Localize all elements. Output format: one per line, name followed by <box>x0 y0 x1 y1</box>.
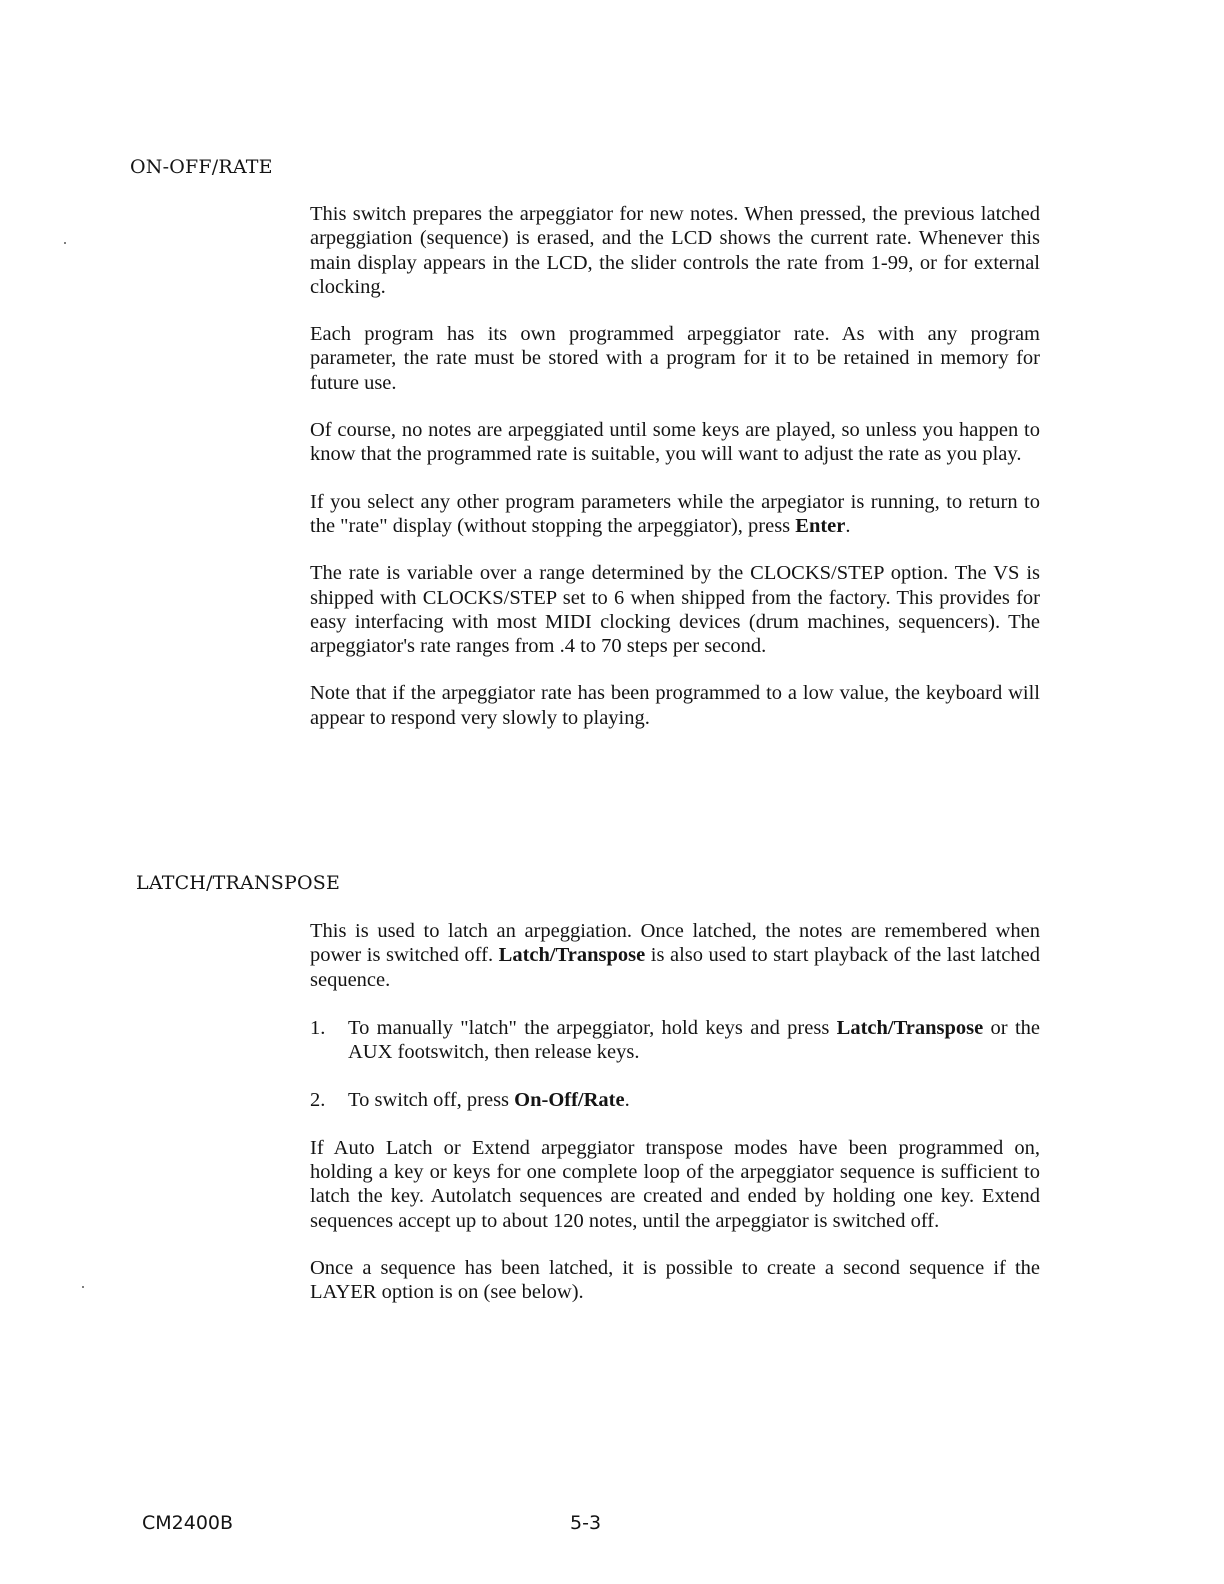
list-number: 1. <box>310 1016 326 1039</box>
scan-speck <box>64 242 66 244</box>
section-heading-latch-transpose: LATCH/TRANSPOSE <box>136 872 341 894</box>
section-heading-on-off-rate: ON-OFF/RATE <box>130 156 273 178</box>
enter-key-reference: Enter <box>795 514 846 537</box>
section-body-on-off-rate <box>310 202 1040 730</box>
latch-transpose-reference: Latch/Transpose <box>836 1016 984 1039</box>
paragraph-text: If you select any other program parameters while the arpegiator is running, to return to the "rate" display (without stopping the arpeggiator), press <box>310 490 1040 537</box>
paragraph: If Auto Latch or Extend arpeggiator transpose modes have been programmed on, holding a key or keys for one complete loop of the arpeggiator sequence is sufficient to latch the key. Autolatch sequences are created and ended by holding one key. Extend sequences accept up to about 120 notes, until the arpeggiator is switched off. <box>310 1136 1040 1232</box>
section-body-latch-transpose <box>310 919 1040 1305</box>
latch-transpose-reference: Latch/Transpose <box>498 944 646 967</box>
list-item <box>310 1088 1040 1112</box>
list-item <box>310 1016 1040 1065</box>
paragraph: This switch prepares the arpeggiator for new notes. When pressed, the previous latched arpeggiation (sequence) is erased, and the LCD shows the current rate. Whenever this main display appears in the LCD, the slider controls the rate from 1-99, or for external clocking. <box>310 203 1040 298</box>
paragraph-text: . <box>845 514 851 537</box>
list-number: 2. <box>310 1089 326 1112</box>
paragraph: Once a sequence has been latched, it is possible to create a second sequence if the LAYER option is on (see below). <box>310 1256 1040 1304</box>
paragraph: Of course, no notes are arpeggiated until some keys are played, so unless you happen to know that the programmed rate is suitable, you will want to adjust the rate as you play. <box>310 419 1040 466</box>
paragraph: Note that if the arpeggiator rate has been programmed to a low value, the keyboard will appear to respond very slowly to playing. <box>310 682 1040 729</box>
on-off-rate-reference: On-Off/Rate <box>514 1089 625 1112</box>
page-number: 5-3 <box>570 1512 602 1534</box>
paragraph: Each program has its own programmed arpeggiator rate. As with any program parameter, the rate must be stored with a program for it to be retained in memory for future use. <box>310 323 1040 394</box>
list-text <box>348 1016 1040 1065</box>
document-code: CM2400B <box>142 1512 234 1534</box>
paragraph <box>310 490 1040 539</box>
paragraph-text: is also used to start playback of the last latched sequence. <box>310 944 1040 991</box>
scan-speck <box>82 1286 84 1288</box>
list-text <box>348 1088 1040 1112</box>
paragraph-text: This is used to latch an arpeggiation. Once latched, the notes are remembered when power is switched off. <box>310 920 1040 967</box>
list-text-part: To switch off, press <box>348 1089 515 1112</box>
list-text-part: To manually "latch" the arpeggiator, hold keys and press <box>348 1016 837 1039</box>
list-text-part: or the AUX footswitch, then release keys. <box>348 1016 1040 1064</box>
paragraph: The rate is variable over a range determined by the CLOCKS/STEP option. The VS is shipped with CLOCKS/STEP set to 6 when shipped from the factory. This provides for easy interfacing with most MIDI clocking devices (drum machines, sequencers). The arpeggiator's rate ranges from .4 to 70 steps per second. <box>310 562 1040 658</box>
paragraph <box>310 919 1040 992</box>
list-text-part: . <box>624 1089 630 1112</box>
